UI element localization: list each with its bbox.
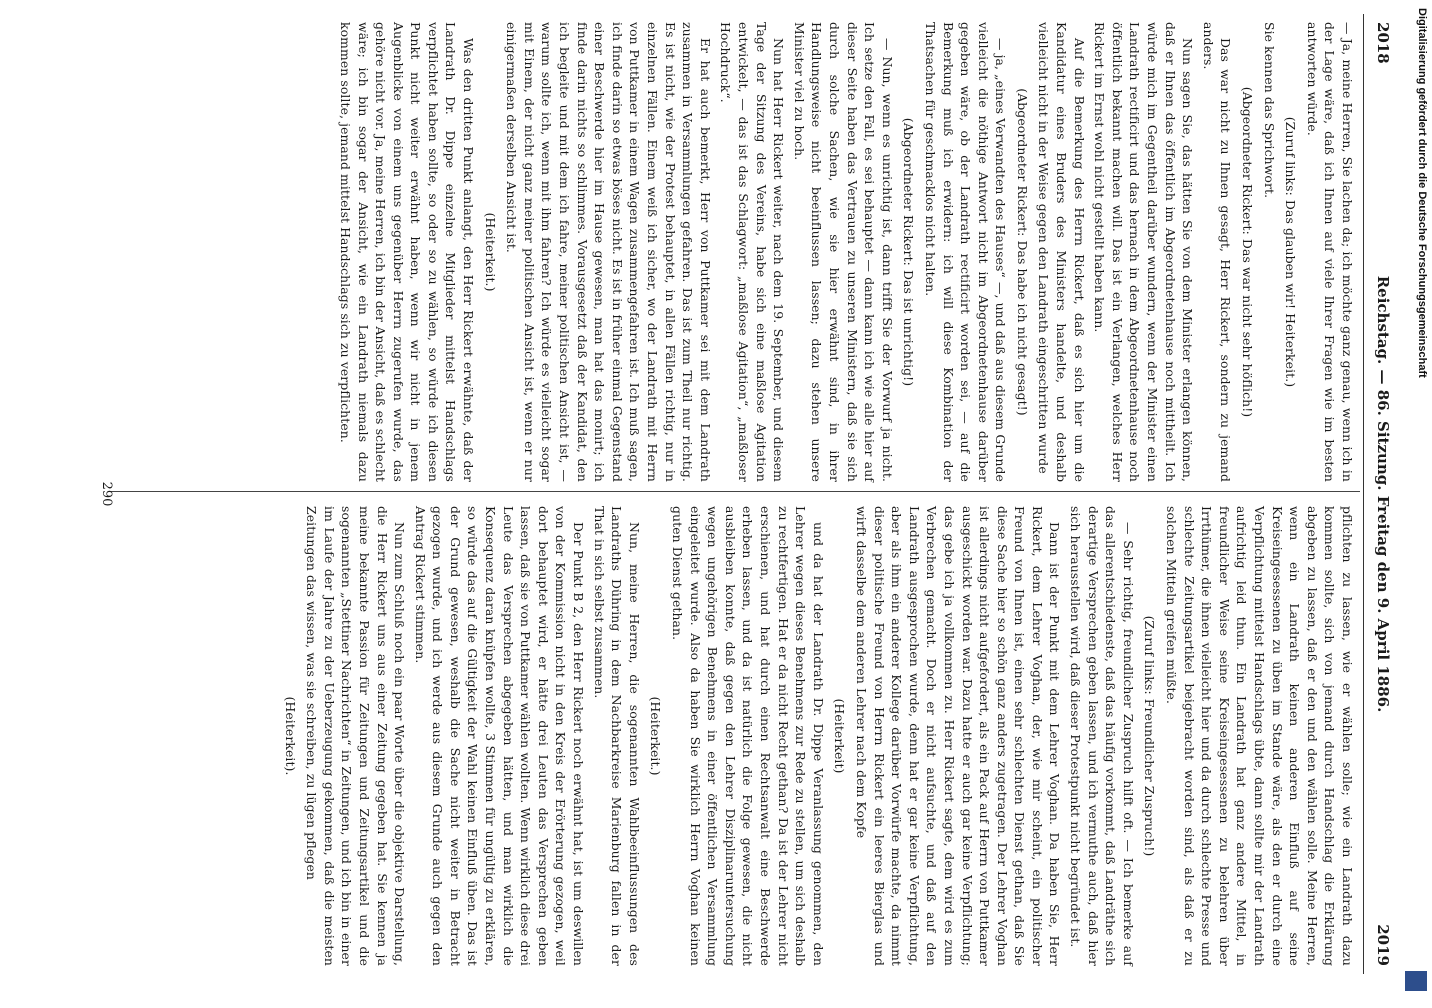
- interjection: (Abgeordneter Rickert: Das ist unrichtig!): [901, 117, 917, 387]
- header-right-page-number: 2019: [1374, 924, 1392, 966]
- header-left-page-number: 2018: [1374, 22, 1392, 64]
- interjection: (Abgeordneter Rickert: Das habe ich nicht gesagt!): [1014, 88, 1030, 416]
- paragraph: Was den dritten Punkt anlangt, den Herr Rickert erwähnte, daß der Landrath Dr. Dippe einzelne Mitglieder mittelst Handschlags verpflichtet haben sollte, so oder so zu wählen, so würde ich diesen Punkt nicht weiter erwähnt haben, wenn wir nicht in jenem Augenblicke von einem uns gegenüber Herrn zugerufen wurde, das gehöre nicht vor. Ja, meine Herren, ich bin der Ansicht, daß es schlecht wäre; ich bin sogar der Ansicht, wie ein Landrath niemals dazu kommen sollte, jemand mittelst Handschlags sich zu verpflichten.: [337, 22, 477, 482]
- right-column: [277, 506, 1356, 966]
- interjection: (Zuruf links: Freundlicher Zuspruch!): [1142, 615, 1158, 857]
- digitization-credit: Digitalisierung gefördert durch die Deutsche Forschungsgemeinschaft: [1416, 8, 1428, 378]
- paragraph: Nun sagen Sie, das hätten Sie von dem Minister erlangen können, daß er Ihnen das öffentlich im Abgeordnetenhause noch mittheilt. Ich würde mich im Gegentheil darüber wundern, wenn der Minister einen Landrath rectificirt und das hernach in dem Abgeordnetenhause noch öffentlich bekannt machen will. Das ist ein Verlangen, welches Herr Rickert im Ernst wohl nicht gestellt haben kann.: [1092, 22, 1196, 482]
- interjection: (Zuruf links: Das glauben wir! Heiterkeit.): [1283, 116, 1299, 388]
- paragraph: — Nun, wenn es unrichtig ist, dann trifft Sie der Vorwurf ja nicht. Ich setze den Fall, es sei behauptet — dann kann ich wie alle hier auf dieser Seite haben das Vertrauen zu unseren Ministern, daß sie sich durch solche Sachen, wie sie hier erwähnt sind, in ihrer Handlungsweise nicht beeinflussen lassen; dazu stehen unsere Minister viel zu hoch.: [791, 22, 895, 482]
- page-number: 290: [99, 481, 114, 507]
- paragraph: Der Punkt B 2, den Herr Rickert noch erwähnt hat, ist um deswillen von der Kommission nicht in den Kreis der Erörterung gezogen, weil dort behauptet wird, er hätte drei Leuten das Versprechen geben lassen, daß sie von Puttkamer wählen wollten. Wenn wirklich diese drei Leute das Versprechen abgegeben hätten, und man wirklich die Konsequenz daran knüpfen wollte, 3 Stimmen für ungültig zu erklären, so würde das auf die Gültigkeit der Wahl keinen Einfluß üben. Das ist der Grund gewesen, weshalb die Sache nicht weiter in Betracht gezogen wurde, und ich werde aus diesem Grunde auch gegen den Antrag Rickert stimmen.: [412, 506, 587, 966]
- page-header: [1366, 14, 1400, 974]
- paragraph: Auf die Bemerkung des Herrn Rickert, daß es sich hier um die Kandidatur eines Bruders des Ministers handelte, und deshalb vielleicht nicht in der Weise gegen den Landrath eingeschritten wurde: [1036, 22, 1087, 482]
- paragraph: Sie kennen das Sprichwort.: [1261, 22, 1277, 199]
- paragraph: Das war nicht zu Ihnen gesagt, Herr Rickert, sondern zu jemand anders.: [1200, 22, 1234, 482]
- left-column: [333, 22, 1356, 482]
- interjection: (Heiterkeit.): [482, 212, 498, 292]
- paragraph: und da hat der Landrath Dr. Dippe Veranlassung genommen, den Lehrer wegen dieses Benehmens zur Rede zu stellen, um sich deshalb zu rechtfertigen. Hat er da nicht Recht gethan? Da ist der Lehrer nicht erschienen, und hat durch einen Rechtsanwalt eine Beschwerde erheben lassen, und da ist natürlich die Folge gewesen, die nicht ausbleiben konnte, daß gegen den Lehrer Disziplinaruntersuchung wegen ungehörigen Benehmens in einer öffentlichen Versammlung eingeleitet wurde. Also da haben Sie wirklich Herrn Voghan keinen guten Dienst gethan.: [670, 506, 826, 966]
- paragraph: — Sehr richtig, freundlicher Zuspruch hilft oft. — Ich bemerke auf das allerentschiedenste, daß das häufig vorkommt, daß Landräthe sich derartige Versprechen geben lassen, und ich vermuthe auch, daß hier sich herausstellen wird, daß dieser Protestpunkt nicht begründet ist.: [1068, 506, 1136, 966]
- column-divider: [110, 491, 1360, 492]
- header-rule: [1363, 14, 1364, 974]
- paragraph: Nun zum Schluß noch ein paar Worte über die objektive Darstellung, die Herr Rickert uns aus einer Zeitung gegeben hat. Sie kennen ja meine bekannte Passion für Zeitungen und Zeitungsartikel und die sogenannten „Stettiner Nachrichten“ in Zeitungen, und ich bin in einer im Laufe der Jahre zu der Ueberzeugung gekommen, daß die meisten Zeitungen das wissen, was sie schreiben, zu lügen pflegen: [304, 506, 408, 966]
- digitization-sidebar: [1404, 0, 1432, 1000]
- interjection: (Heiterkeit).: [282, 696, 298, 776]
- interjection: (Heiterkeit.): [648, 696, 664, 776]
- dfg-logo: [1405, 971, 1427, 991]
- paragraph: — Ja, meine Herren, Sie lachen da; ich möchte ganz genau, wenn ich in der Lage wäre, daß ich Ihnen auf viele Ihrer Fragen wie im besten antworten würde.: [1304, 22, 1355, 482]
- paragraph: — ja, „eines Verwandten des Hauses“ —, und daß aus diesem Grunde vielleicht die nöthige Antwort nicht im Abgeordnetenhause darüber gegeben wäre, ob der Landrath rectificirt worden sei, — auf die Bemerkung muß ich erwidern: ich will diese Kombination der Thatsachen für geschmacklos nicht halten.: [922, 22, 1009, 482]
- paragraph: Er hat auch bemerkt, Herr von Puttkamer sei mit dem Landrath zusammen in Versammlungen gefahren. Das ist zum Theil nur richtig. Es ist nicht, wie der Protest behauptet, in allen Fällen richtig, nur in einzelnen Fällen. Einem weiß ich sicher, wo der Landrath mit Herrn von Puttkamer in einem Wagen zusammengefahren ist. Ich muß sagen, ich finde darin so etwas böses nicht. Es ist in früher einmal Gegenstand einer Beschwerde hier im Hause gewesen, man hat das monirt; ich finde darin nichts so schlimmes. Vorausgesetzt daß der Kandidat, den ich begleite und mit dem ich fahre, meiner politischen Ansicht ist, — warum sollte ich, wenn mit ihm fahren? Ich würde es vielleicht sogar mit Einem, der nicht ganz meiner politischen Ansicht ist, wenn er nur einigermaßen derselben Ansicht ist.: [504, 22, 713, 482]
- interjection: (Heiterkeit): [832, 698, 848, 774]
- paragraph: Nun hat Herr Rickert weiter, nach dem 19. September, und diesem Tage der Sitzung des Vereins, habe sich eine maßlose Agitation entwickelt, — das ist das Schlagwort: „maßlose Agitation“, „maßloser Hochdruck“.: [718, 22, 787, 482]
- rotated-page-content: [90, 14, 1400, 974]
- paragraph: Dann ist der Punkt mit dem Lehrer Voghan. Da haben Sie, Herr Rickert, dem Lehrer Voghan, der, wie mir scheint, ein politischer Freund von Ihnen ist, einen sehr schlechten Dienst gethan, daß Sie diese Sache hier so schön ganz anders zugetragen. Der Lehrer Voghan ist allerdings nicht aufgefordert, als ein Pack auf Herrn von Puttkamer ausgeschickt worden war. Dazu hatte er auch gar keine Verpflichtung; das gebe ich ja vollkommen zu. Herr Rickert sagte, dem wird es zum Verbrechen gemacht. Doch er nicht aufsuchte, und daß auf den Landrath ausgesprochen wurde, denn hat er gar keine Verpflichtung, aber als ihm ein anderer Kollege darüber Vorwürfe machte, da nimmt dieser politische Freund von Herrn Rickert ein leeres Bierglas und wirft dasselbe dem anderen Lehrer nach dem Kopfe: [853, 506, 1063, 966]
- paragraph: Nun, meine Herren, die sogenannten Wahlbeeinflussungen des Landraths Dühring in dem Nachbarkreise Marienburg fallen in der That in sich selbst zusammen.: [591, 506, 642, 966]
- interjection: (Abgeordneter Rickert: Das war nicht sehr höflich!): [1240, 86, 1256, 418]
- paragraph: pflichten zu lassen, wie er wählen solle; wie ein Landrath dazu kommen sollte, sich von jemand durch Handschlag die Erklärung abgeben zu lassen, daß er den und den wählen solle. Meine Herren, wenn ein Landrath keinen anderen Einfluß auf seine Kreiseingesessenen zu üben im Stande wäre, als den er durch eine Verpflichtung mittelst Handschlags übte, dann sollte mir der Landrath aufrichtig leid thun. Ein Landrath hat ganz andere Mittel, in freundlicher Weise seine Kreiseingesessenen zu belehren über Irrthümer, die ihnen vielleicht hier und da durch schlechte Presse und schlechte Zeitungsartikel beigebracht worden sind, als daß er zu solchen Mitteln greifen müßte.: [1164, 506, 1355, 966]
- header-title: Reichstag. — 86. Sitzung. Freitag den 9. April 1886.: [1374, 275, 1392, 713]
